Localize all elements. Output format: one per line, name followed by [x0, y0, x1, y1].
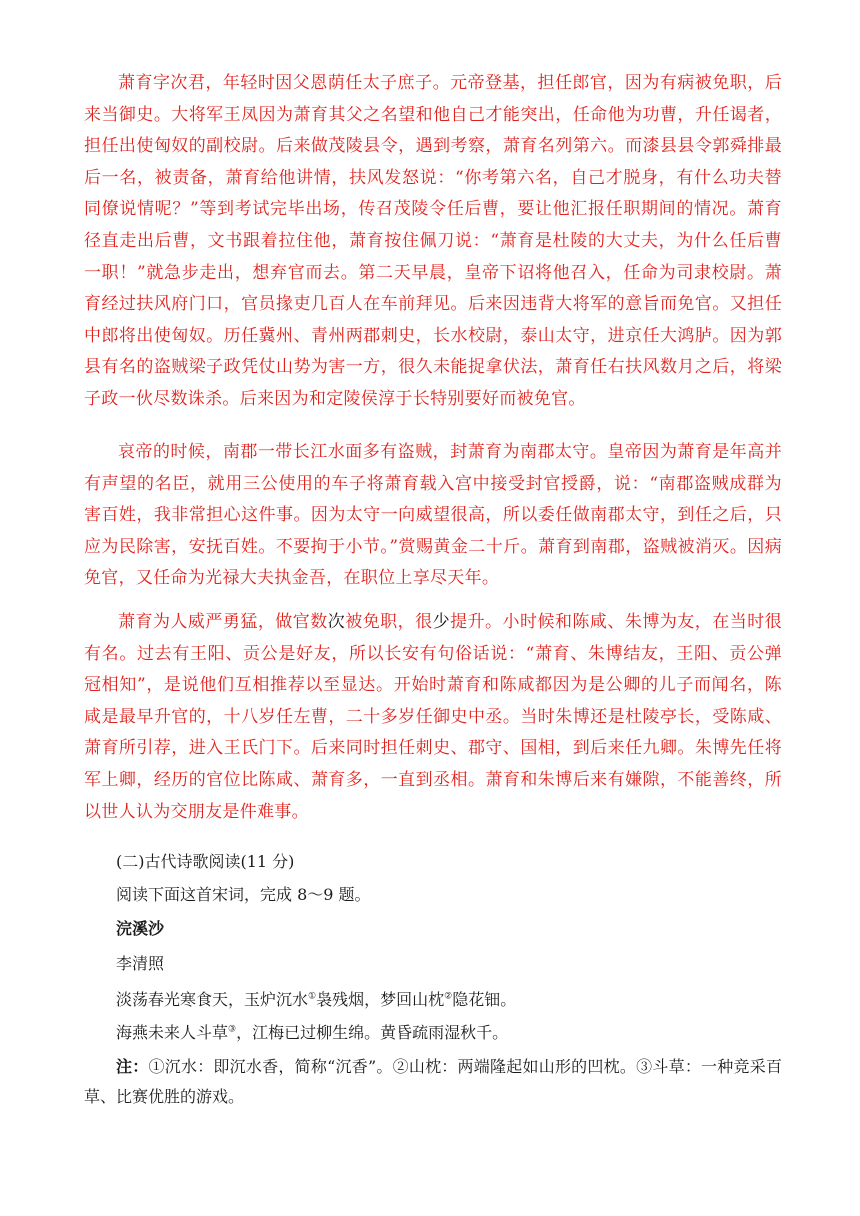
footnote-marker-2: ② — [444, 991, 453, 1002]
poem-line-2 — [116, 1022, 508, 1044]
paragraph-3-text-c: 提升。小时候和陈咸、朱博为友，在当时很有名。过去有王阳、贡公是好友，所以长安有句俗话说：“萧育、朱博结友，王阳、贡公弹冠相知”，是说他们互相推荐以至显达。开始时萧育和陈咸都因为是公卿的儿子而闻名，陈咸是最早升官的，十八岁任左曹，二十多岁任御史中丞。当时朱博还是杜陵亭长，受陈咸、萧育所引荐，进入王氏门下。后来同时担任刺史、郡守、国相，到后来任九卿。朱博先任将军上卿，经历的官位比陈咸、萧育多，一直到丞相。萧育和朱博后来有嫌隙，不能善终，所以世人认为交朋友是件难事。 — [84, 612, 782, 822]
poem-line-2-part-a: 海燕未来人斗草 — [116, 1023, 229, 1042]
paragraph-3-black-char-2: 少 — [432, 612, 451, 632]
paragraph-3-text-b: 被免职，很 — [345, 612, 433, 632]
paragraph-3-text-a: 萧育为人威严勇猛，做官数 — [118, 612, 328, 632]
notes-label: 注： — [116, 1057, 149, 1076]
poem-line-1-part-c: 隐花钿。 — [452, 990, 517, 1009]
poem-line-2-part-b: ，江梅已过柳生绵。黄昏疏雨湿秋千。 — [236, 1023, 509, 1042]
poem-notes — [84, 1052, 782, 1112]
footnote-marker-3: ③ — [228, 1024, 237, 1035]
footnote-marker-1: ① — [308, 991, 317, 1002]
poem-line-1-part-b: 袅残烟，梦回山枕 — [316, 990, 445, 1009]
poem-author: 李清照 — [116, 954, 165, 973]
paragraph-3-black-char-1: 次 — [327, 612, 346, 632]
notes-text: ①沉水：即沉水香，简称“沉香”。②山枕：两端隆起如山形的凹枕。③斗草：一种竞采百草、比赛优胜的游戏。 — [84, 1057, 782, 1106]
section-instruction: 阅读下面这首宋词，完成 8～9 题。 — [116, 885, 371, 904]
poem-line-1 — [116, 989, 516, 1011]
translation-paragraph-2: 哀帝的时候，南郡一带长江水面多有盗贼，封萧育为南郡太守。皇帝因为萧育是年高并有声望的名臣，就用三公使用的车子将萧育载入宫中接受封官授爵，说：“南郡盗贼成群为害百姓，我非常担心这件事。因为太守一向威望很高，所以委任做南郡太守，到任之后，只应为民除害，安抚百姓。不要拘于小节。”赏赐黄金二十斤。萧育到南郡，盗贼被消灭。因病免官，又任命为光禄大夫执金吾，在职位上享尽天年。 — [84, 442, 782, 589]
translation-paragraph-3 — [84, 607, 782, 828]
translation-paragraph-1: 萧育字次君，年轻时因父恩荫任太子庶子。元帝登基，担任郎官，因为有病被免职，后来当御史。大将军王凤因为萧育其父之名望和他自己才能突出，任命他为功曹，升任谒者，担任出使匈奴的副校尉。后来做茂陵县令，遇到考察，萧育名列第六。而漆县县令郭舜排最后一名，被责备，萧育给他讲情，扶风发怒说：“你考第六名，自己才脱身，有什么功夫替同僚说情呢？”等到考试完毕出场，传召茂陵令任后曹，要让他汇报任职期间的情况。萧育径直走出后曹，文书跟着拉住他，萧育按住佩刀说：“萧育是杜陵的大丈夫，为什么任后曹一职！”就急步走出，想弃官而去。第二天早晨，皇帝下诏将他召入，任命为司隶校尉。萧育经过扶风府门口，官员掾吏几百人在车前拜见。后来因违背大将军的意旨而免官。又担任中郎将出使匈奴。历任冀州、青州两郡刺史，长水校尉，泰山太守，进京任大鸿胪。因为郭县有名的盗贼梁子政凭仗山势为害一方，很久未能捉拿伏法，萧育任右扶风数月之后，将梁子政一伙尽数诛杀。后来因为和定陵侯淳于长特别要好而被免官。 — [84, 73, 782, 409]
poem-title: 浣溪沙 — [116, 919, 165, 938]
section-heading: (二)古代诗歌阅读(11 分) — [116, 852, 295, 871]
poem-line-1-part-a: 淡荡春光寒食天，玉炉沉水 — [116, 990, 309, 1009]
